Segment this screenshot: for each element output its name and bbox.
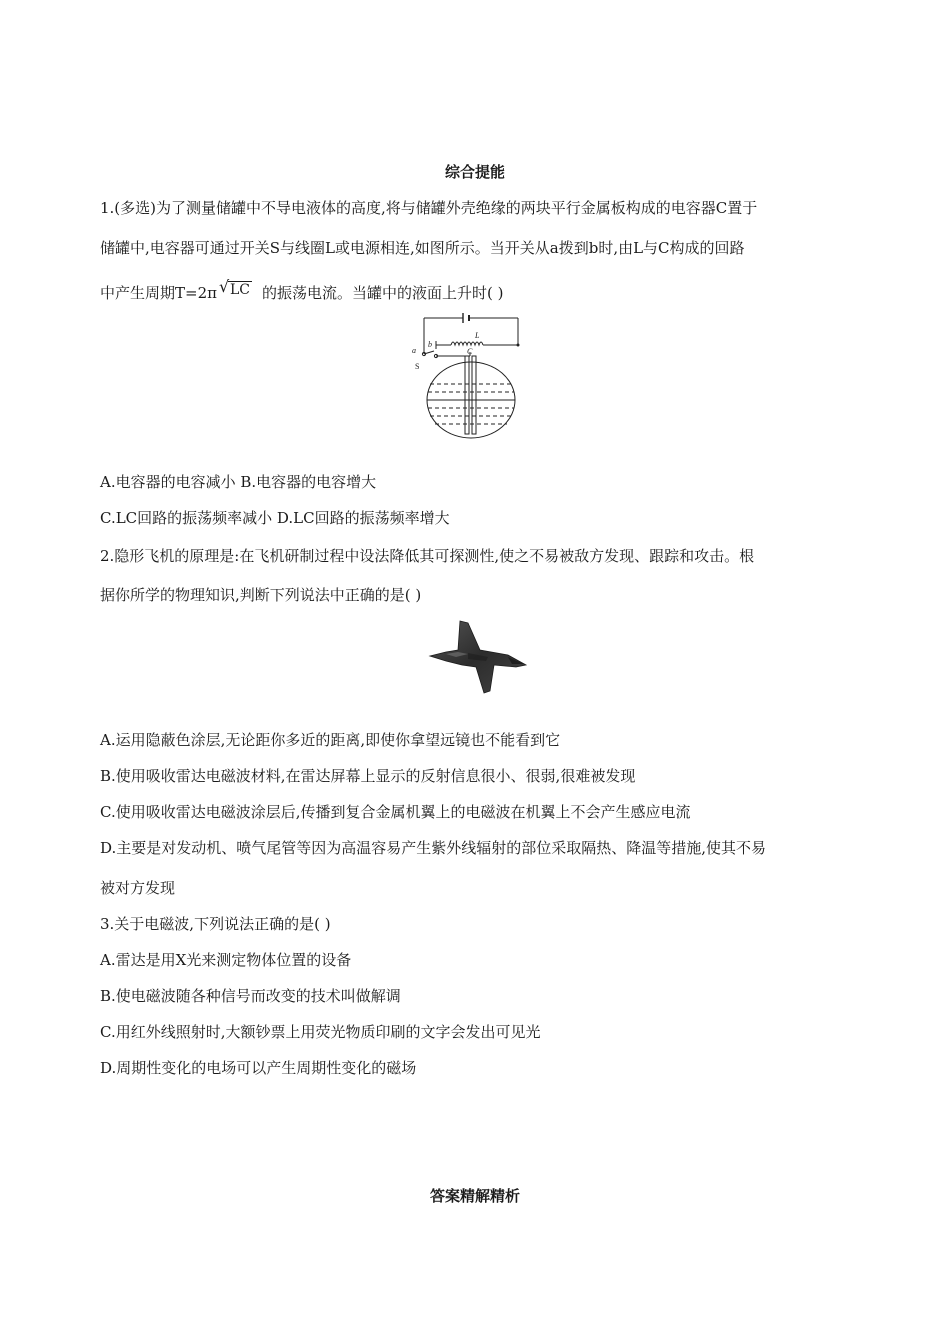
q2-option-b: B.使用吸收雷达电磁波材料,在雷达屏幕上显示的反射信息很小、很弱,很难被发现 (100, 767, 636, 785)
lc-circuit-tank-figure (408, 312, 534, 442)
label-c: C (467, 347, 473, 356)
q1-options-cd: C.LC回路的振荡频率减小 D.LC回路的振荡频率增大 (100, 509, 450, 527)
q3-option-a: A.雷达是用X光来测定物体位置的设备 (100, 951, 352, 969)
q2-stem-line-1: 2.隐形飞机的原理是:在飞机研制过程中设法降低其可探测性,使之不易被敌方发现、跟踪和攻击。根 (100, 547, 755, 565)
q3-option-c: C.用红外线照射时,大额钞票上用荧光物质印刷的文字会发出可见光 (100, 1023, 541, 1041)
q2-option-c: C.使用吸收雷达电磁波涂层后,传播到复合金属机翼上的电磁波在机翼上不会产生感应电流 (100, 803, 691, 821)
stealth-aircraft-image (428, 617, 532, 701)
q1-stem-prefix: 中产生周期T=2π (100, 284, 217, 302)
q3-option-d: D.周期性变化的电场可以产生周期性变化的磁场 (100, 1059, 417, 1077)
q1-stem-suffix: 的振荡电流。当罐中的液面上升时( ) (262, 284, 504, 302)
label-s: S (415, 362, 420, 371)
q3-stem: 3.关于电磁波,下列说法正确的是( ) (100, 915, 331, 933)
answer-section-title: 答案精解精析 (429, 1187, 520, 1205)
radicand: LC (229, 282, 250, 298)
q2-stem-line-2: 据你所学的物理知识,判断下列说法中正确的是( ) (100, 586, 422, 604)
q2-option-d-line-1: D.主要是对发动机、喷气尾管等因为高温容易产生紫外线辐射的部位采取隔热、降温等措施,使其不易 (100, 839, 767, 857)
q1-stem-line-1: 1.(多选)为了测量储罐中不导电液体的高度,将与储罐外壳绝缘的两块平行金属板构成的电容器C置于 (100, 199, 758, 217)
label-a: a (412, 346, 416, 355)
q1-stem-line-3 (100, 277, 504, 304)
sqrt-lc: √ LC (218, 277, 250, 298)
q1-stem-line-2: 储罐中,电容器可通过开关S与线圈L或电源相连,如图所示。当开关从a拨到b时,由L与C构成的回路 (100, 239, 745, 257)
q2-option-d-line-2: 被对方发现 (100, 879, 176, 897)
label-l: L (475, 331, 480, 340)
q1-options-ab: A.电容器的电容减小 B.电容器的电容增大 (100, 473, 377, 491)
q3-option-b: B.使电磁波随各种信号而改变的技术叫做解调 (100, 987, 401, 1005)
section-title: 综合提能 (444, 163, 505, 181)
q2-option-a: A.运用隐蔽色涂层,无论距你多近的距离,即使你拿望远镜也不能看到它 (100, 731, 561, 749)
label-b: b (428, 340, 432, 349)
